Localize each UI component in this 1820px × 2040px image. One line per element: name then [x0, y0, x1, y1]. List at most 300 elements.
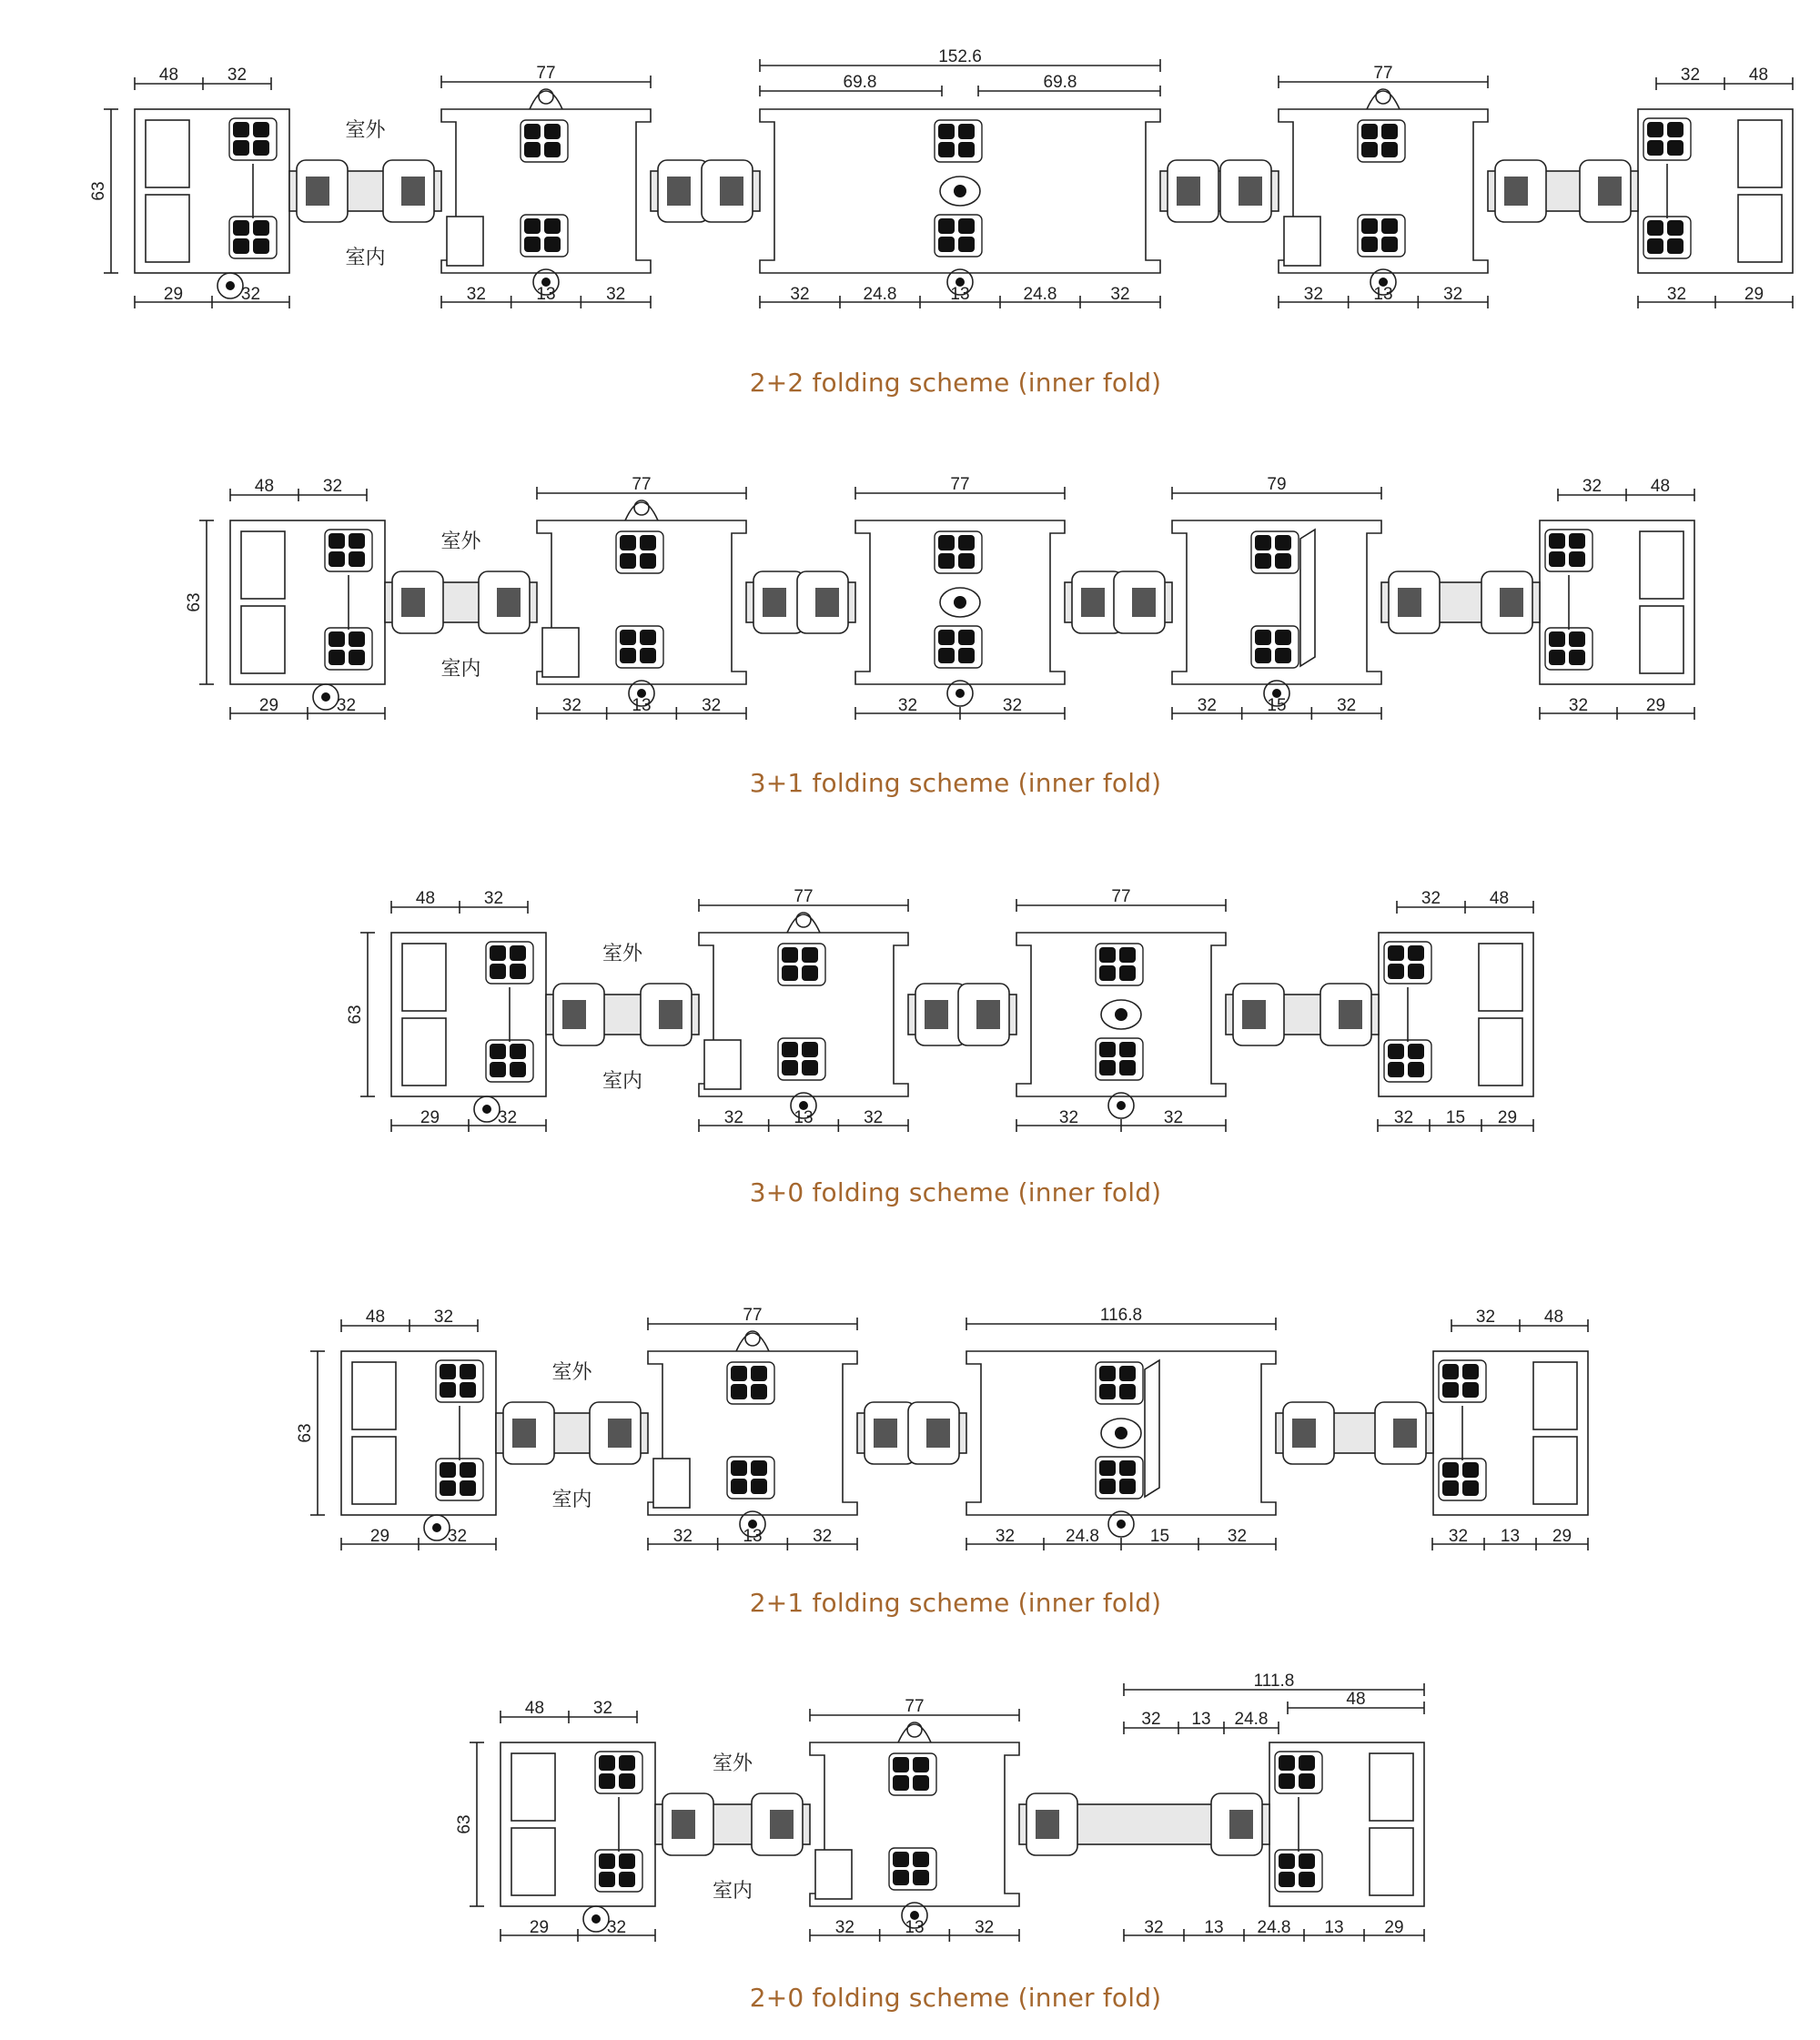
frame-chamber — [352, 1437, 396, 1504]
dimension-label: 79 — [1267, 475, 1287, 494]
joint-hinge — [441, 89, 651, 295]
gasket-seal — [1229, 1810, 1253, 1839]
roller — [1647, 220, 1663, 236]
gasket-seal — [659, 1000, 682, 1029]
roller — [782, 965, 798, 981]
roller — [1299, 1872, 1315, 1887]
roller — [1569, 533, 1585, 549]
bottom-wheel-hub — [592, 1914, 601, 1924]
roller — [599, 1773, 615, 1789]
roller — [490, 1044, 506, 1059]
roller — [233, 238, 249, 254]
roller — [1462, 1382, 1479, 1398]
roller — [893, 1775, 909, 1791]
roller — [329, 631, 345, 647]
roller-block — [595, 1752, 642, 1793]
frame-chamber — [1640, 531, 1684, 599]
dimension-label: 32 — [1110, 285, 1130, 304]
roller — [1275, 648, 1291, 663]
roller — [619, 1755, 635, 1771]
roller-block — [1643, 217, 1691, 258]
roller-block — [1096, 1362, 1143, 1404]
roller — [1119, 1460, 1136, 1476]
roller-block — [935, 215, 982, 257]
glass-pane — [1488, 160, 1638, 222]
frame-chamber — [241, 606, 285, 673]
roller — [1255, 553, 1271, 569]
scheme-drawing — [0, 47, 1820, 346]
hinge-knuckle — [898, 1724, 931, 1742]
pivot-arm — [1300, 530, 1315, 666]
scheme-caption: 2+0 folding scheme (inner fold) — [749, 1983, 1162, 2013]
roller-block — [436, 1360, 483, 1402]
indoor-label: 室内 — [345, 246, 386, 268]
height-label: 63 — [296, 1423, 315, 1443]
gasket-seal — [720, 177, 743, 206]
dimension-label: 48 — [158, 66, 179, 85]
roller — [1667, 238, 1684, 254]
dimension-label: 32 — [606, 285, 626, 304]
roller — [958, 648, 975, 663]
roller — [751, 1479, 767, 1494]
dimension-label: 77 — [905, 1697, 925, 1716]
roller — [510, 964, 526, 979]
glass-pane — [908, 984, 1016, 1045]
frame-chamber — [402, 944, 446, 1011]
joint-lock — [1016, 933, 1226, 1118]
dimension-label: 32 — [813, 1527, 833, 1546]
roller — [460, 1480, 476, 1496]
roller — [329, 650, 345, 665]
roller — [460, 1382, 476, 1398]
dimension-label: 32 — [1421, 889, 1441, 908]
roller — [1119, 1479, 1136, 1494]
dimension-label: 13 — [1191, 1710, 1211, 1729]
roller — [1647, 122, 1663, 137]
roller — [349, 533, 365, 549]
hinge-knuckle — [625, 502, 658, 520]
glass-pane — [1381, 571, 1540, 633]
roller — [349, 631, 365, 647]
roller — [1549, 533, 1565, 549]
roller — [510, 1062, 526, 1077]
gasket-seal — [1177, 177, 1200, 206]
dimension-label: 24.8 — [1257, 1918, 1291, 1937]
roller — [913, 1757, 929, 1772]
dimension-label: 48 — [1543, 1308, 1564, 1327]
roller-block — [1358, 215, 1405, 257]
joint-hinge — [648, 1331, 857, 1537]
gasket-seal — [1239, 177, 1262, 206]
scheme-caption: 3+0 folding scheme (inner fold) — [749, 1177, 1162, 1207]
roller-block — [1096, 1457, 1143, 1499]
roller — [253, 122, 269, 137]
roller — [1279, 1773, 1295, 1789]
dimension-label: 32 — [672, 1527, 693, 1546]
roller — [1119, 1042, 1136, 1057]
dimension-label: 32 — [447, 1527, 468, 1546]
roller — [1408, 964, 1424, 979]
hinge-knuckle — [1367, 91, 1400, 109]
roller — [233, 122, 249, 137]
frame-profile — [135, 109, 289, 273]
roller — [1099, 947, 1116, 963]
roller — [958, 237, 975, 252]
roller-block — [1384, 942, 1431, 984]
dimension-label: 32 — [864, 1108, 884, 1127]
roller — [1299, 1853, 1315, 1869]
dimension-label: 48 — [524, 1699, 545, 1718]
roller-block — [486, 1040, 533, 1082]
handle-block — [653, 1459, 690, 1508]
dimension-label: 13 — [536, 285, 556, 304]
dimension-label: 32 — [790, 285, 810, 304]
roller — [893, 1852, 909, 1867]
roller — [233, 140, 249, 156]
gasket-seal — [1598, 177, 1622, 206]
roller-block — [616, 626, 663, 668]
dimension-label: 29 — [1384, 1918, 1404, 1937]
dimension-label: 32 — [1666, 285, 1687, 304]
frame-profile — [230, 520, 385, 684]
bottom-wheel-hub — [482, 1105, 491, 1114]
roller — [1361, 124, 1378, 139]
roller — [958, 142, 975, 157]
frame-chamber — [1370, 1753, 1413, 1821]
roller — [1361, 218, 1378, 234]
roller — [1462, 1480, 1479, 1496]
roller — [524, 124, 541, 139]
roller — [1549, 650, 1565, 665]
frame-profile — [391, 933, 546, 1096]
gasket-seal — [1081, 588, 1105, 617]
roller-block — [935, 626, 982, 668]
roller — [1408, 945, 1424, 961]
dimension-label: 69.8 — [843, 73, 877, 92]
glass-pane — [746, 571, 855, 633]
dimension-label: 29 — [163, 285, 184, 304]
roller-block — [1275, 1752, 1322, 1793]
dimension-label: 32 — [702, 696, 722, 715]
gasket-seal — [497, 588, 521, 617]
bottom-wheel-hub — [226, 281, 235, 290]
dimension-label: 48 — [415, 889, 436, 908]
scheme-caption: 2+2 folding scheme (inner fold) — [749, 368, 1162, 398]
gasket-seal — [926, 1419, 950, 1448]
roller-block — [778, 1038, 825, 1080]
gasket-seal — [1339, 1000, 1362, 1029]
roller — [460, 1462, 476, 1478]
roller — [1275, 553, 1291, 569]
roller-block — [727, 1362, 774, 1404]
roller — [1647, 238, 1663, 254]
roller — [802, 947, 818, 963]
frame-profile — [1379, 933, 1533, 1096]
gasket-seal — [1504, 177, 1528, 206]
pivot-arm — [1145, 1360, 1159, 1497]
glass-pane — [289, 160, 441, 222]
dimension-label: 152.6 — [938, 47, 982, 66]
roller — [620, 630, 636, 645]
roller — [938, 648, 955, 663]
height-label: 63 — [185, 592, 204, 612]
roller — [1381, 142, 1398, 157]
roller — [1279, 1872, 1295, 1887]
roller — [938, 553, 955, 569]
dimension-label: 13 — [1500, 1527, 1521, 1546]
roller — [460, 1364, 476, 1379]
dimension-label: 29 — [420, 1108, 440, 1127]
dimension-label: 29 — [1552, 1527, 1572, 1546]
scheme-drawing — [0, 466, 1820, 757]
dimension-label: 29 — [369, 1527, 390, 1546]
dimension-label: 13 — [905, 1918, 925, 1937]
dimension-label: 32 — [561, 696, 581, 715]
dimension-label: 29 — [529, 1918, 550, 1937]
dimension-label: 32 — [1227, 1527, 1248, 1546]
bottom-wheel-hub — [1117, 1520, 1126, 1529]
gasket-seal — [874, 1419, 897, 1448]
roller — [782, 1042, 798, 1057]
roller — [640, 553, 656, 569]
roller — [1255, 630, 1271, 645]
dimension-label: 111.8 — [1253, 1671, 1295, 1691]
roller — [1279, 1755, 1295, 1771]
roller — [1408, 1044, 1424, 1059]
roller — [544, 218, 561, 234]
gasket-seal — [1132, 588, 1156, 617]
roller — [349, 551, 365, 567]
scheme-drawing — [0, 878, 1820, 1169]
gasket-seal — [925, 1000, 948, 1029]
dimension-label: 32 — [1144, 1918, 1164, 1937]
gasket-seal — [401, 588, 425, 617]
dimension-label: 32 — [1680, 66, 1701, 85]
dimension-label: 32 — [497, 1108, 518, 1127]
dimension-label: 77 — [632, 475, 652, 494]
height-label: 63 — [89, 181, 108, 201]
roller — [938, 237, 955, 252]
roller-block — [595, 1850, 642, 1892]
dimension-label: 32 — [1303, 285, 1323, 304]
roller — [1279, 1853, 1295, 1869]
dimension-label: 24.8 — [1023, 285, 1057, 304]
glass-pane — [1226, 984, 1379, 1045]
dimension-label: 48 — [1748, 66, 1769, 85]
roller-block — [486, 942, 533, 984]
roller — [1099, 1042, 1116, 1057]
roller — [1119, 1384, 1136, 1399]
roller — [524, 142, 541, 157]
lock-core-icon — [1115, 1008, 1127, 1021]
roller — [1099, 1384, 1116, 1399]
glass-pane — [546, 984, 699, 1045]
roller-block — [1096, 1038, 1143, 1080]
dimension-label: 77 — [536, 64, 556, 83]
dimension-label: 32 — [834, 1918, 854, 1937]
dimension-label: 48 — [1489, 889, 1510, 908]
gasket-seal — [672, 1810, 695, 1839]
roller — [1442, 1364, 1459, 1379]
roller-block — [935, 531, 982, 573]
roller — [544, 124, 561, 139]
roller — [619, 1853, 635, 1869]
roller — [938, 218, 955, 234]
lock-core-icon — [954, 185, 966, 197]
joint-mixed — [966, 1351, 1276, 1537]
roller — [1361, 237, 1378, 252]
frame-chamber — [1533, 1437, 1577, 1504]
dimension-label: 32 — [483, 889, 504, 908]
gasket-seal — [306, 177, 329, 206]
roller — [1255, 648, 1271, 663]
indoor-label: 室内 — [712, 1879, 753, 1902]
dimension-label: 32 — [1163, 1108, 1184, 1127]
handle-block — [542, 628, 579, 677]
frame-profile — [1433, 1351, 1588, 1515]
dimension-label: 32 — [975, 1918, 995, 1937]
handle-block — [447, 217, 483, 266]
roller — [620, 648, 636, 663]
handle-block — [704, 1040, 741, 1089]
roller — [510, 945, 526, 961]
scheme-drawing — [0, 1671, 1820, 1979]
roller — [1647, 140, 1663, 156]
roller — [958, 630, 975, 645]
roller — [619, 1872, 635, 1887]
dimension-label: 24.8 — [1066, 1527, 1099, 1546]
dimension-label: 32 — [1582, 477, 1603, 496]
glass-pane — [1160, 160, 1279, 222]
dimension-label: 32 — [322, 477, 343, 496]
roller — [233, 220, 249, 236]
dimension-label: 48 — [254, 477, 275, 496]
dimension-label: 69.8 — [1043, 73, 1077, 92]
roller — [893, 1757, 909, 1772]
roller-block — [727, 1457, 774, 1499]
indoor-label: 室内 — [440, 657, 481, 680]
roller — [1119, 947, 1136, 963]
dimension-label: 15 — [1149, 1527, 1170, 1546]
roller — [1442, 1462, 1459, 1478]
dimension-label: 29 — [1645, 696, 1666, 715]
gasket-seal — [1500, 588, 1523, 617]
roller-block — [1275, 1850, 1322, 1892]
roller — [253, 140, 269, 156]
joint-hinge — [537, 500, 746, 706]
scheme-caption: 2+1 folding scheme (inner fold) — [749, 1588, 1162, 1618]
gasket-seal — [770, 1810, 794, 1839]
roller — [1381, 124, 1398, 139]
roller — [782, 947, 798, 963]
roller — [1119, 1366, 1136, 1381]
indoor-label: 室内 — [551, 1488, 592, 1510]
dimension-label: 29 — [1744, 285, 1764, 304]
frame-chamber — [402, 1018, 446, 1086]
glass-pane — [1276, 1402, 1433, 1464]
roller — [1667, 220, 1684, 236]
dimension-label: 32 — [1002, 696, 1023, 715]
dimension-label: 32 — [1475, 1308, 1496, 1327]
dimension-label: 13 — [1204, 1918, 1224, 1937]
lock-core-icon — [954, 596, 966, 609]
hinge-knuckle — [736, 1333, 769, 1351]
roller — [938, 535, 955, 550]
roller — [544, 237, 561, 252]
frame-chamber — [1738, 120, 1782, 187]
dimension-label: 32 — [897, 696, 918, 715]
roller — [640, 535, 656, 550]
dimension-label: 32 — [1141, 1710, 1161, 1729]
dimension-label: 13 — [1324, 1918, 1344, 1937]
roller — [1299, 1755, 1315, 1771]
roller-block — [1439, 1459, 1486, 1500]
frame-profile — [1638, 109, 1793, 273]
roller — [913, 1775, 929, 1791]
roller — [1667, 122, 1684, 137]
roller — [1099, 1060, 1116, 1076]
roller — [524, 218, 541, 234]
roller — [958, 553, 975, 569]
glass-pane — [651, 160, 760, 222]
roller-block — [1251, 626, 1299, 668]
roller — [620, 553, 636, 569]
roller — [490, 945, 506, 961]
dimension-label: 29 — [258, 696, 279, 715]
dimension-label: 15 — [1267, 696, 1287, 715]
roller-block — [1545, 530, 1592, 571]
roller — [1549, 551, 1565, 567]
roller-block — [1439, 1360, 1486, 1402]
dimension-label: 13 — [743, 1527, 763, 1546]
roller-block — [616, 531, 663, 573]
dimension-label: 13 — [794, 1108, 814, 1127]
roller — [544, 142, 561, 157]
dimension-label: 48 — [365, 1308, 386, 1327]
roller-block — [521, 215, 568, 257]
outdoor-label: 室外 — [440, 530, 481, 552]
roller — [782, 1060, 798, 1076]
gasket-seal — [1398, 588, 1421, 617]
roller-block — [325, 628, 372, 670]
gasket-seal — [562, 1000, 586, 1029]
frame-chamber — [511, 1828, 555, 1895]
joint-hinge — [1279, 89, 1488, 295]
glass-pane — [655, 1793, 810, 1855]
roller-block — [1384, 1040, 1431, 1082]
roller — [913, 1852, 929, 1867]
gasket-seal — [1242, 1000, 1266, 1029]
dimension-label: 48 — [1650, 477, 1671, 496]
dimension-label: 77 — [794, 887, 814, 906]
roller — [490, 1062, 506, 1077]
roller — [731, 1366, 747, 1381]
roller — [751, 1384, 767, 1399]
outdoor-label: 室外 — [345, 118, 386, 141]
roller — [599, 1755, 615, 1771]
scheme-drawing — [0, 1297, 1820, 1588]
frame-chamber — [511, 1753, 555, 1821]
roller-block — [889, 1848, 936, 1890]
roller — [440, 1462, 456, 1478]
dimension-label: 48 — [1346, 1690, 1366, 1709]
roller — [1099, 965, 1116, 981]
roller — [938, 142, 955, 157]
dimension-label: 32 — [336, 696, 357, 715]
roller — [1099, 1460, 1116, 1476]
bottom-wheel-hub — [956, 689, 965, 698]
roller-block — [229, 217, 277, 258]
